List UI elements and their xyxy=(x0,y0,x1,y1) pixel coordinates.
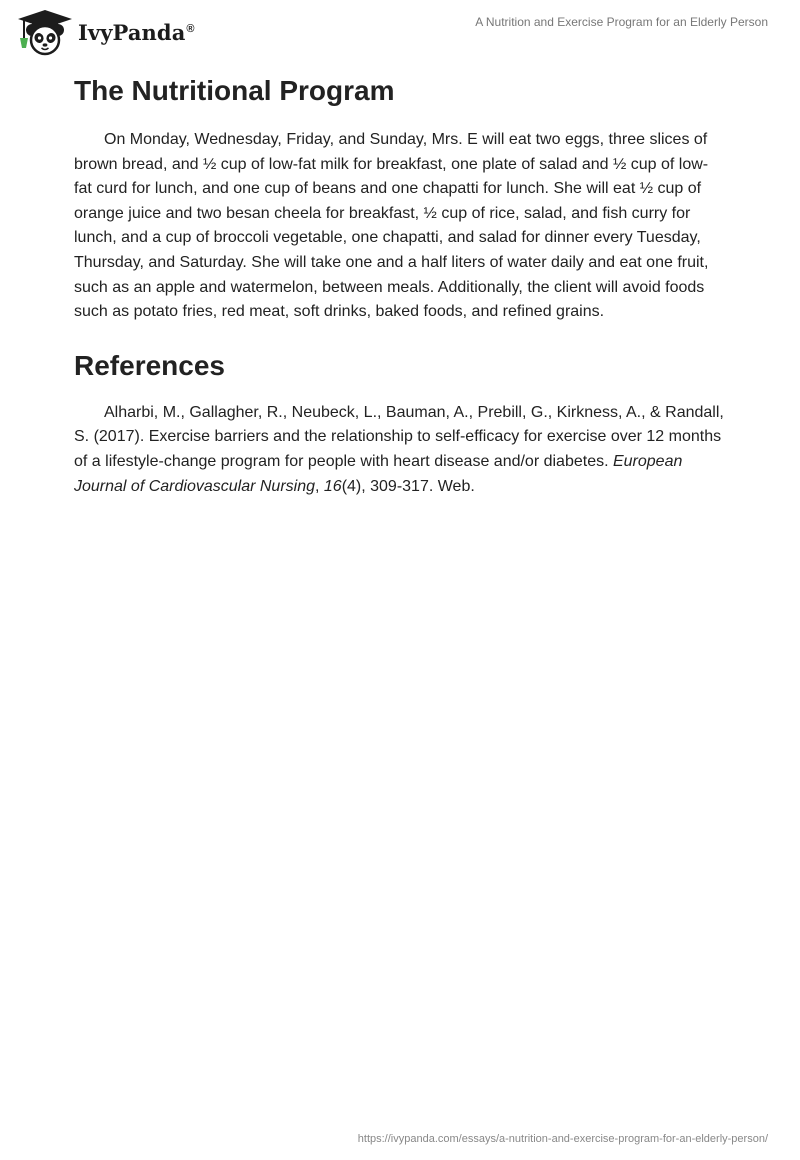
reference-separator: , xyxy=(315,477,324,495)
section-heading-references: References xyxy=(74,349,225,381)
reference-authors-title: Alharbi, M., Gallagher, R., Neubeck, L., Bauman, A., Prebill, G., Kirkness, A., & Randall, S. (2017). Exercise barriers and the relationship to self-efficacy for exercise over 12 months of a lifestyle-change program for people with heart disease and/or diabetes. xyxy=(74,403,724,470)
essay-content xyxy=(74,72,724,499)
reference-entry xyxy=(74,401,724,499)
document-title: A Nutrition and Exercise Program for an Elderly Person xyxy=(475,15,768,29)
page-header xyxy=(0,0,800,62)
reference-journal: European Journal of Cardiovascular Nursing xyxy=(74,452,683,495)
nutritional-program-paragraph: On Monday, Wednesday, Friday, and Sunday, Mrs. E will eat two eggs, three slices of brown bread, and ½ cup of low-fat milk for breakfast, one plate of salad and ½ cup of low-fat curd for lunch, and one cup of beans and one chapatti for lunch. She will eat ½ cup of orange juice and two besan cheela for breakfast, ½ cup of rice, salad, and fish curry for lunch, and a cup of broccoli vegetable, one chapatti, and salad for dinner every Tuesday, Thursday, and Saturday. She will take one and a half liters of water daily and eat one fruit, such as an apple and watermelon, between meals. Additionally, the client will avoid foods such as potato fries, red meat, soft drinks, baked foods, and refined grains. xyxy=(74,131,709,321)
panda-graduation-cap-icon xyxy=(16,8,74,56)
ivypanda-logo[interactable] xyxy=(16,8,195,56)
reference-volume: 16 xyxy=(323,477,342,495)
source-url[interactable]: https://ivypanda.com/essays/a-nutrition-and-exercise-program-for-an-elderly-person/ xyxy=(357,1133,768,1145)
logo-wordmark: IvyPanda® xyxy=(78,19,195,45)
section-heading-nutritional-program: The Nutritional Program xyxy=(74,75,395,106)
reference-issue-pages: (4), 309-317. Web. xyxy=(341,477,475,495)
